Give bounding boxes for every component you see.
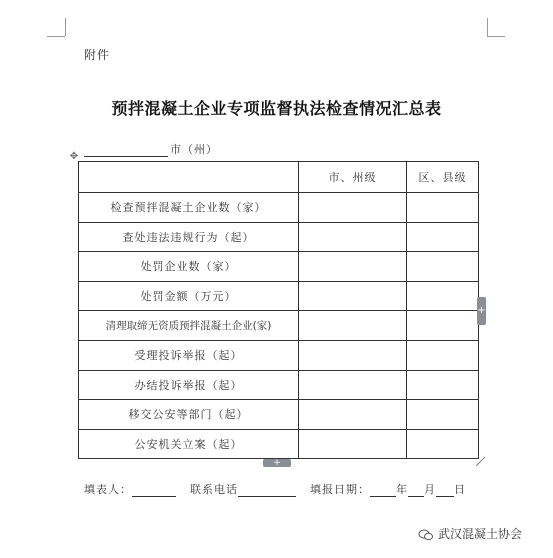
- county-level-cell[interactable]: [407, 340, 479, 370]
- row-label: 处罚企业数（家）: [79, 252, 299, 282]
- county-level-cell[interactable]: [407, 400, 479, 430]
- row-label: 检查预拌混凝土企业数（家）: [79, 193, 299, 223]
- add-row-plus-icon[interactable]: +: [263, 459, 291, 467]
- city-level-cell[interactable]: [299, 429, 407, 459]
- city-level-cell[interactable]: [299, 311, 407, 341]
- phone-blank-field[interactable]: [238, 484, 296, 497]
- table-header-cell: 区、县级: [407, 162, 479, 193]
- table-row: [79, 340, 479, 370]
- year-blank-field[interactable]: [370, 484, 396, 497]
- county-level-cell[interactable]: [407, 281, 479, 311]
- table-row: [79, 222, 479, 252]
- month-label: 月: [424, 483, 436, 496]
- county-level-cell[interactable]: [407, 429, 479, 459]
- city-level-cell[interactable]: [299, 193, 407, 223]
- resize-handle-icon[interactable]: [476, 457, 485, 466]
- row-label: 公安机关立案（起）: [79, 429, 299, 459]
- county-level-cell[interactable]: [407, 252, 479, 282]
- table-header-cell: 市、州级: [299, 162, 407, 193]
- watermark-text: 武汉混凝土协会: [438, 527, 523, 541]
- table-row: [79, 252, 479, 282]
- filler-blank-field[interactable]: [132, 484, 176, 497]
- county-level-cell[interactable]: [407, 222, 479, 252]
- row-label: 办结投诉举报（起）: [79, 370, 299, 400]
- filler-label: 填表人：: [84, 483, 132, 496]
- city-level-cell[interactable]: [299, 340, 407, 370]
- table-header-row: [79, 162, 479, 193]
- day-blank-field[interactable]: [436, 484, 454, 497]
- crop-mark: [487, 18, 488, 36]
- summary-table: [78, 161, 479, 459]
- city-level-cell[interactable]: [299, 222, 407, 252]
- table-row: [79, 311, 479, 341]
- crop-mark: [47, 36, 65, 37]
- row-label: 移交公安等部门（起）: [79, 400, 299, 430]
- table-row: [79, 281, 479, 311]
- attachment-label: 附件: [84, 48, 111, 62]
- row-label: 清理取缔无资质预拌混凝土企业(家): [79, 311, 299, 341]
- county-level-cell[interactable]: [407, 193, 479, 223]
- city-blank-field[interactable]: [84, 144, 168, 157]
- county-level-cell[interactable]: [407, 311, 479, 341]
- row-label: 处罚金额（万元）: [79, 281, 299, 311]
- watermark: [418, 525, 522, 542]
- city-level-cell[interactable]: [299, 281, 407, 311]
- move-handle-icon[interactable]: ✥: [69, 151, 79, 162]
- wechat-icon: [418, 529, 434, 541]
- year-label: 年: [396, 483, 408, 496]
- row-label: 查处违法违规行为（起）: [79, 222, 299, 252]
- table-header-cell: [79, 162, 299, 193]
- city-level-cell[interactable]: [299, 370, 407, 400]
- table-row: [79, 370, 479, 400]
- date-label: 填报日期：: [310, 483, 370, 496]
- month-blank-field[interactable]: [408, 484, 424, 497]
- crop-mark: [65, 18, 66, 36]
- city-field: [84, 141, 218, 157]
- add-column-plus-icon[interactable]: +: [477, 297, 486, 325]
- city-suffix-label: 市（州）: [170, 143, 218, 156]
- table-row: [79, 429, 479, 459]
- footer-line: [84, 481, 466, 497]
- row-label: 受理投诉举报（起）: [79, 340, 299, 370]
- city-level-cell[interactable]: [299, 400, 407, 430]
- crop-mark: [487, 36, 505, 37]
- day-label: 日: [454, 483, 466, 496]
- table-row: [79, 400, 479, 430]
- page-title: 预拌混凝土企业专项监督执法检查情况汇总表: [111, 99, 442, 118]
- county-level-cell[interactable]: [407, 370, 479, 400]
- city-level-cell[interactable]: [299, 252, 407, 282]
- table-row: [79, 193, 479, 223]
- phone-label: 联系电话: [190, 483, 238, 496]
